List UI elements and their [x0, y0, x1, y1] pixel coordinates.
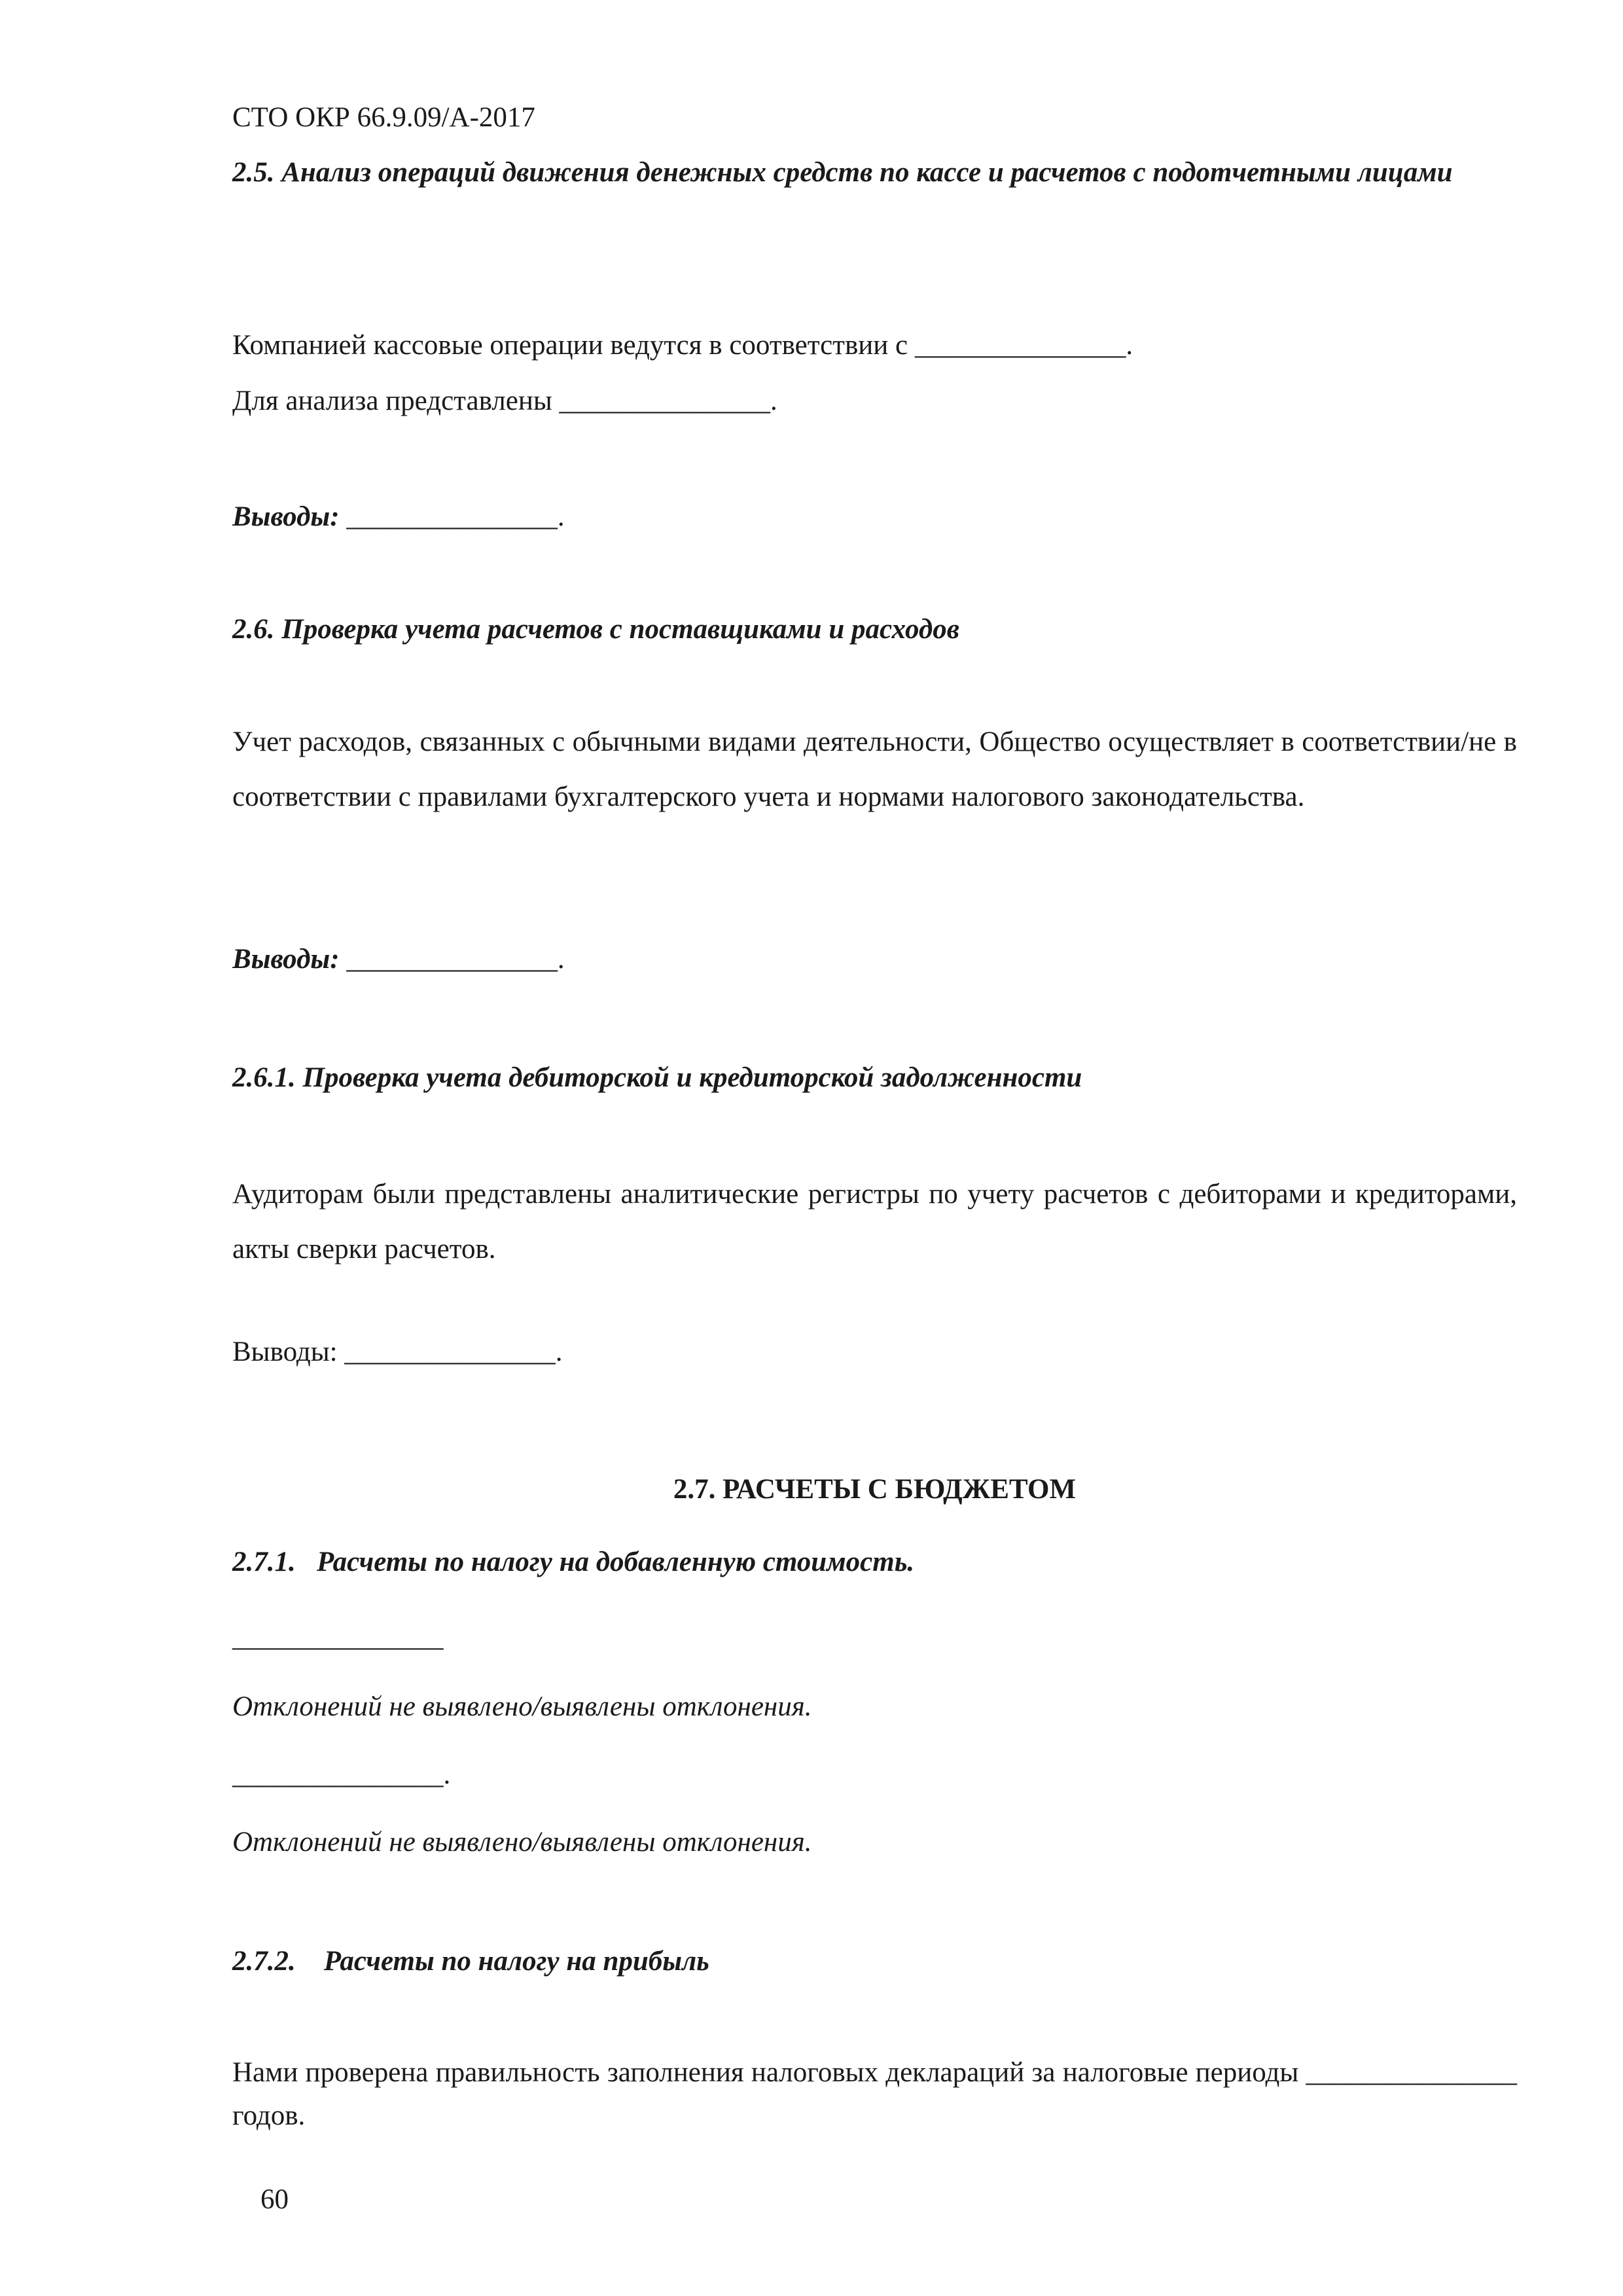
section-2-6-paragraph: Учет расходов, связанных с обычными видами деятельности, Общество осуществляет в соответствии/не в соответствии с правилами бухгалтерского учета и нормами налогового законодательства.	[232, 726, 1517, 812]
deviation-note-1: Отклонений не выявлено/выявлены отклонения.	[232, 1691, 812, 1722]
conclusion-label: Выводы:	[232, 501, 340, 532]
standard-code-header: СТО ОКР 66.9.09/А-2017	[232, 102, 535, 133]
section-2-6-1-paragraph: Аудиторам были представлены аналитические регистры по учету расчетов с дебиторами и кредиторами, акты сверки расчетов.	[232, 1179, 1517, 1265]
page-number: 60	[260, 2184, 289, 2215]
conclusion-blank: _______________.	[339, 501, 565, 532]
cash-operations-line: Компанией кассовые операции ведутся в соответствии с _______________.	[232, 330, 1133, 361]
section-2-5-conclusion	[232, 497, 1517, 537]
fill-blank-1: _______________	[232, 1622, 444, 1653]
section-2-7-2-title: 2.7.2. Расчеты по налогу на прибыль	[232, 1946, 709, 1977]
section-2-6-title: 2.6. Проверка учета расчетов с поставщиками и расходов	[232, 614, 959, 645]
presented-for-analysis-line: Для анализа представлены _______________.	[232, 386, 777, 416]
section-2-7-heading: 2.7. РАСЧЕТЫ С БЮДЖЕТОМ	[673, 1474, 1077, 1505]
section-2-6-1-conclusion: Выводы: _______________.	[232, 1336, 563, 1367]
fill-blank-2: _______________.	[232, 1759, 451, 1790]
deviation-note-2: Отклонений не выявлено/выявлены отклонения.	[232, 1827, 812, 1857]
conclusion-blank: _______________.	[339, 944, 565, 975]
conclusion-label: Выводы:	[232, 944, 340, 975]
section-2-6-conclusion	[232, 940, 1517, 979]
section-2-6-1-title: 2.6.1. Проверка учета дебиторской и кредиторской задолженности	[232, 1062, 1082, 1093]
section-2-7-2-paragraph: Нами проверена правильность заполнения налоговых деклараций за налоговые периоды _______________ годов.	[232, 2057, 1517, 2131]
section-2-5-title: 2.5. Анализ операций движения денежных средств по кассе и расчетов с подотчетными лицами	[232, 157, 1453, 188]
section-2-7-1-title: 2.7.1. Расчеты по налогу на добавленную стоимость.	[232, 1547, 915, 1577]
